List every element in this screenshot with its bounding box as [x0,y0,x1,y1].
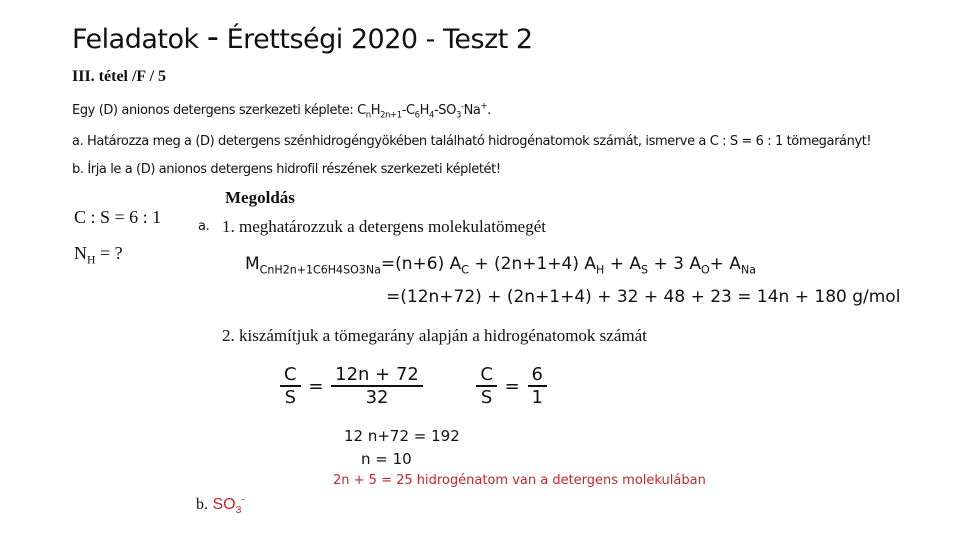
title-dash: - [206,17,219,57]
ratio-equation: $\frac{C}{S}$ = $\frac{12n + 72}{32}$ $\frac{C}{S}$ = $\frac{6}{1}$ [280,364,547,408]
step-2: 2. kiszámítjuk a tömegarány alapján a hidrogénatomok számát [222,326,647,345]
equation-2: =(12n+72) + (2n+1+4) + 32 + 48 + 23 = 14n + 180 g/mol [386,287,901,307]
question-b: b. Írja le a (D) anionos detergens hidrofil részének szerkezeti képletét! [72,162,501,177]
fraction-mass: $\frac{12n + 72}{32}$ [331,364,423,408]
calc-2: n = 10 [361,450,412,468]
result-text: 2n + 5 = 25 hidrogénatom van a detergens molekulában [333,473,706,488]
title-right: Érettségi 2020 - Teszt 2 [226,24,533,55]
title-left: Feladatok [72,24,199,55]
equation-1: $M_{CnH2n+1C6H4SO3Na}=(n+6) A_C + (2n+1+4) A_H + A_S + 3$ $A_O+ A_{Na}$ [245,254,756,277]
part-a-label: a. [198,219,210,234]
fraction-6-1: $\frac{6}{1}$ [528,364,547,408]
hydrophilic-formula: $SO_3^-$ [212,494,245,517]
given-ratio: C : S = 6 : 1 [74,207,162,227]
task-subtitle: III. tétel /F / 5 [72,68,167,85]
question-a: a. Határozza meg a (D) detergens szénhidrogéngyökében található hidrogénatomok számát, ismerve a C : S = 6 : 1 tömegarányt! [72,134,872,149]
answer-b: b. $SO_3^-$ [196,494,245,517]
page-title [72,17,533,57]
fraction-c-s: $\frac{C}{S}$ [280,364,301,408]
question-intro: Egy (D) anionos detergens szerkezeti képlete: $C_nH_{2n+1}-C_6H_4-SO_3^-Na^+$. [72,100,491,120]
calc-1: 12 n+72 = 192 [344,427,460,445]
fraction-c-s-2: $\frac{C}{S}$ [476,364,497,408]
step-1: 1. meghatározzuk a detergens molekulatömegét [222,217,546,236]
solution-heading: Megoldás [225,188,295,207]
given-nh: $N_H$ = ? [74,243,123,267]
